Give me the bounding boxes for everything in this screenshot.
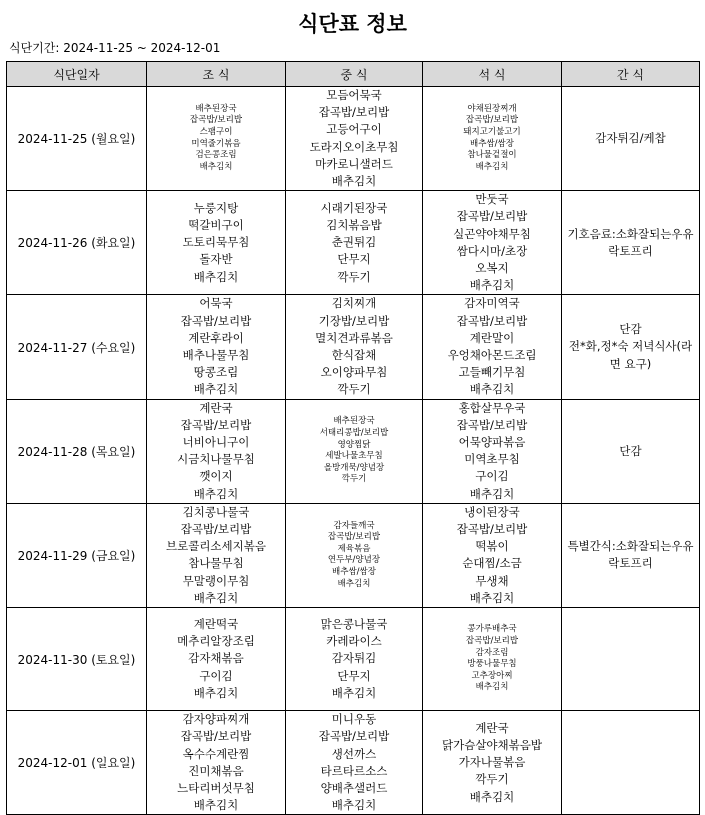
menu-item: 진미채볶음 bbox=[188, 763, 244, 778]
snack-item: 특별간식:소화잘되는우유 bbox=[567, 539, 694, 554]
menu-item: 느타리버섯무침 bbox=[177, 780, 255, 795]
snack-item: 락토프리 bbox=[608, 243, 653, 258]
table-row bbox=[7, 503, 700, 607]
breakfast-cell bbox=[147, 503, 286, 607]
meal-table bbox=[6, 61, 700, 815]
menu-item: 참나물겉절이 bbox=[467, 150, 517, 161]
snack-cell bbox=[562, 295, 700, 399]
lunch-cell bbox=[286, 399, 423, 503]
header-dinner: 석 식 bbox=[423, 62, 562, 87]
menu-item: 계란떡국 bbox=[193, 617, 239, 632]
menu-item: 돼지고기불고기 bbox=[463, 127, 521, 138]
table-row bbox=[7, 87, 700, 191]
header-breakfast: 조 식 bbox=[147, 62, 286, 87]
menu-item: 무생채 bbox=[475, 573, 509, 588]
header-snack: 간 식 bbox=[562, 62, 700, 87]
menu-item: 브로콜리소세지볶음 bbox=[166, 539, 266, 554]
menu-item: 도토리묵무침 bbox=[182, 235, 250, 250]
menu-item: 깍두기 bbox=[475, 772, 509, 787]
menu-item: 잡곡밥/보리밥 bbox=[180, 729, 252, 744]
table-row bbox=[7, 711, 700, 815]
menu-item: 양배추샐러드 bbox=[320, 780, 388, 795]
menu-item: 잡곡밥/보리밥 bbox=[180, 313, 252, 328]
menu-item: 계란말이 bbox=[469, 330, 515, 345]
snack-cell bbox=[562, 711, 700, 815]
menu-item: 배추된장국 bbox=[195, 103, 237, 114]
menu-item: 감자조림 bbox=[475, 647, 509, 658]
menu-item: 너비아니구이 bbox=[182, 435, 250, 450]
menu-item: 카레라이스 bbox=[326, 634, 382, 649]
dinner-cell bbox=[423, 503, 562, 607]
snack-item: 단감 bbox=[619, 322, 642, 337]
menu-item: 깻이지 bbox=[199, 469, 233, 484]
menu-item: 올방개묵/양념장 bbox=[323, 462, 385, 473]
menu-item: 배추김치 bbox=[469, 486, 515, 501]
menu-item: 시금치나물무침 bbox=[177, 452, 255, 467]
menu-item: 잡곡밥/보리밥 bbox=[456, 522, 528, 537]
menu-item: 잡곡밥/보리밥 bbox=[465, 115, 519, 126]
menu-item: 메추리알장조림 bbox=[177, 634, 255, 649]
menu-item: 제육볶음 bbox=[337, 543, 371, 554]
snack-cell bbox=[562, 608, 700, 711]
menu-item: 냉이된장국 bbox=[464, 504, 520, 519]
menu-item: 잡곡밥/보리밥 bbox=[180, 417, 252, 432]
menu-item: 땅콩조림 bbox=[193, 365, 239, 380]
dinner-cell bbox=[423, 608, 562, 711]
breakfast-cell bbox=[147, 399, 286, 503]
snack-cell bbox=[562, 503, 700, 607]
menu-item: 고등어구이 bbox=[326, 122, 382, 137]
dinner-cell bbox=[423, 399, 562, 503]
menu-item: 마카로니샐러드 bbox=[315, 156, 393, 171]
menu-item: 김치찌개 bbox=[331, 296, 377, 311]
dinner-cell bbox=[423, 295, 562, 399]
menu-item: 잡곡밥/보리밥 bbox=[318, 729, 390, 744]
menu-item: 방풍나물무침 bbox=[467, 659, 517, 670]
menu-item: 잡곡밥/보리밥 bbox=[456, 417, 528, 432]
menu-item: 계란국 bbox=[475, 720, 509, 735]
menu-item: 구이김 bbox=[475, 469, 509, 484]
menu-item: 닭가슴살야채볶음밥 bbox=[442, 737, 542, 752]
menu-item: 배추김치 bbox=[193, 382, 239, 397]
menu-item: 어묵국 bbox=[199, 296, 233, 311]
menu-item: 잡곡밥/보리밥 bbox=[465, 635, 519, 646]
snack-cell bbox=[562, 191, 700, 295]
menu-item: 배추김치 bbox=[469, 278, 515, 293]
menu-item: 깍두기 bbox=[341, 474, 367, 485]
dinner-cell bbox=[423, 87, 562, 191]
menu-item: 연두부/양념장 bbox=[327, 555, 381, 566]
meal-date: 2024-11-30 (토요일) bbox=[7, 608, 147, 711]
menu-item: 스팸구이 bbox=[199, 127, 233, 138]
menu-item: 배추김치 bbox=[331, 685, 377, 700]
menu-item: 무말랭이무침 bbox=[182, 573, 250, 588]
table-row bbox=[7, 399, 700, 503]
menu-item: 감자채볶음 bbox=[188, 651, 244, 666]
lunch-cell bbox=[286, 503, 423, 607]
menu-item: 깍두기 bbox=[337, 382, 371, 397]
page-title: 식단표 정보 bbox=[298, 12, 407, 36]
menu-item: 배추김치 bbox=[469, 590, 515, 605]
breakfast-cell bbox=[147, 711, 286, 815]
menu-item: 잡곡밥/보리밥 bbox=[189, 115, 243, 126]
breakfast-cell bbox=[147, 191, 286, 295]
snack-item: 단감 bbox=[619, 443, 642, 458]
lunch-cell bbox=[286, 608, 423, 711]
menu-item: 잡곡밥/보리밥 bbox=[456, 209, 528, 224]
menu-item: 영양찜닭 bbox=[337, 439, 371, 450]
menu-item: 깍두기 bbox=[337, 269, 371, 284]
snack-item: 락토프리 bbox=[608, 556, 653, 571]
menu-item: 배추김치 bbox=[469, 382, 515, 397]
dinner-cell bbox=[423, 191, 562, 295]
menu-item: 시래기된장국 bbox=[320, 200, 388, 215]
menu-item: 미역줄기볶음 bbox=[191, 138, 241, 149]
meal-date: 2024-11-25 (월요일) bbox=[7, 87, 147, 191]
table-row bbox=[7, 608, 700, 711]
menu-item: 만둣국 bbox=[475, 192, 509, 207]
menu-item: 배추된장국 bbox=[333, 416, 375, 427]
lunch-cell bbox=[286, 191, 423, 295]
breakfast-cell bbox=[147, 87, 286, 191]
menu-item: 참나물무침 bbox=[188, 556, 244, 571]
table-row bbox=[7, 295, 700, 399]
snack-item: 전*화,정*숙 저녁식사(라 bbox=[568, 339, 693, 354]
menu-item: 세발나물초무침 bbox=[325, 451, 383, 462]
table-row bbox=[7, 191, 700, 295]
menu-item: 멸치견과류볶음 bbox=[315, 330, 393, 345]
menu-item: 기장밥/보리밥 bbox=[318, 313, 390, 328]
menu-item: 배추김치 bbox=[193, 590, 239, 605]
menu-item: 계란후라이 bbox=[188, 330, 244, 345]
menu-item: 배추김치 bbox=[193, 269, 239, 284]
menu-item: 돌자반 bbox=[199, 252, 233, 267]
meal-table-body bbox=[7, 87, 700, 815]
menu-item: 검은콩조림 bbox=[195, 150, 237, 161]
menu-item: 배추쌈/쌈장 bbox=[470, 138, 514, 149]
menu-item: 감자튀김 bbox=[331, 651, 377, 666]
menu-item: 도라지오이초무침 bbox=[309, 139, 399, 154]
menu-item: 배추김치 bbox=[475, 682, 509, 693]
menu-item: 떡갈비구이 bbox=[188, 218, 244, 233]
menu-item: 고들빼기무침 bbox=[458, 365, 526, 380]
meal-date: 2024-11-28 (목요일) bbox=[7, 399, 147, 503]
meal-period: 식단기간: 2024-11-25 ~ 2024-12-01 bbox=[9, 41, 221, 55]
lunch-cell bbox=[286, 295, 423, 399]
menu-item: 감자양파찌개 bbox=[182, 712, 250, 727]
menu-item: 잡곡밥/보리밥 bbox=[327, 532, 381, 543]
menu-item: 배추김치 bbox=[475, 161, 509, 172]
header-date: 식단일자 bbox=[7, 62, 147, 87]
menu-item: 오이양파무침 bbox=[320, 365, 388, 380]
menu-item: 생선까스 bbox=[331, 746, 377, 761]
menu-item: 구이김 bbox=[199, 668, 233, 683]
menu-item: 춘권튀김 bbox=[331, 235, 377, 250]
menu-item: 감자들깨국 bbox=[333, 520, 375, 531]
menu-item: 옥수수계란찜 bbox=[182, 746, 250, 761]
meal-date: 2024-11-26 (화요일) bbox=[7, 191, 147, 295]
menu-item: 단무지 bbox=[337, 252, 371, 267]
meal-date: 2024-11-29 (금요일) bbox=[7, 503, 147, 607]
menu-item: 미역초무침 bbox=[464, 452, 520, 467]
table-header-row bbox=[7, 62, 700, 87]
menu-item: 홍합살무우국 bbox=[458, 400, 526, 415]
menu-item: 고추장아찌 bbox=[471, 670, 513, 681]
menu-item: 김치콩나물국 bbox=[182, 504, 250, 519]
menu-item: 떡볶이 bbox=[475, 539, 509, 554]
lunch-cell bbox=[286, 87, 423, 191]
menu-item: 배추김치 bbox=[193, 798, 239, 813]
meal-date: 2024-11-27 (수요일) bbox=[7, 295, 147, 399]
menu-item: 맑은콩나물국 bbox=[320, 617, 388, 632]
meal-date: 2024-12-01 (일요일) bbox=[7, 711, 147, 815]
menu-item: 배추김치 bbox=[331, 798, 377, 813]
menu-item: 콩가루배추국 bbox=[467, 624, 517, 635]
menu-item: 모듬어묵국 bbox=[326, 88, 382, 102]
menu-item: 단무지 bbox=[337, 668, 371, 683]
menu-item: 쌈다시마/초장 bbox=[456, 243, 528, 258]
menu-item: 배추쌈/쌈장 bbox=[332, 567, 376, 578]
menu-item: 김치볶음밥 bbox=[326, 218, 382, 233]
menu-item: 누룽지탕 bbox=[193, 200, 239, 215]
menu-item: 어묵양파볶음 bbox=[458, 435, 526, 450]
dinner-cell bbox=[423, 711, 562, 815]
menu-item: 야채된장찌개 bbox=[467, 103, 517, 114]
snack-item: 기호음료:소화잘되는우유 bbox=[567, 226, 694, 241]
lunch-cell bbox=[286, 711, 423, 815]
menu-item: 배추김치 bbox=[337, 578, 371, 589]
snack-cell bbox=[562, 87, 700, 191]
menu-item: 실곤약야채무침 bbox=[453, 226, 531, 241]
menu-item: 감자미역국 bbox=[464, 296, 520, 311]
snack-item: 면 요구) bbox=[609, 356, 652, 371]
menu-item: 가자나물볶음 bbox=[458, 755, 526, 770]
menu-item: 계란국 bbox=[199, 400, 233, 415]
menu-item: 서태리콩밥/보리밥 bbox=[319, 428, 389, 439]
menu-item: 배추김치 bbox=[199, 161, 233, 172]
breakfast-cell bbox=[147, 608, 286, 711]
menu-item: 한식잡채 bbox=[331, 348, 377, 363]
menu-item: 오복지 bbox=[475, 261, 509, 276]
menu-item: 배추김치 bbox=[331, 174, 377, 189]
menu-item: 배추나물무침 bbox=[182, 348, 250, 363]
header-lunch: 중 식 bbox=[286, 62, 423, 87]
menu-item: 잡곡밥/보리밥 bbox=[180, 522, 252, 537]
breakfast-cell bbox=[147, 295, 286, 399]
menu-item: 우엉채아몬드조림 bbox=[447, 348, 537, 363]
snack-item: 감자튀김/케찹 bbox=[595, 131, 666, 145]
menu-item: 미니우동 bbox=[331, 712, 377, 727]
menu-item: 잡곡밥/보리밥 bbox=[318, 105, 390, 120]
menu-item: 배추김치 bbox=[193, 685, 239, 700]
menu-item: 순대찜/소금 bbox=[462, 556, 522, 571]
menu-item: 타르타르소스 bbox=[320, 763, 388, 778]
snack-cell bbox=[562, 399, 700, 503]
menu-item: 배추김치 bbox=[193, 486, 239, 501]
menu-item: 배추김치 bbox=[469, 789, 515, 804]
menu-item: 잡곡밥/보리밥 bbox=[456, 313, 528, 328]
